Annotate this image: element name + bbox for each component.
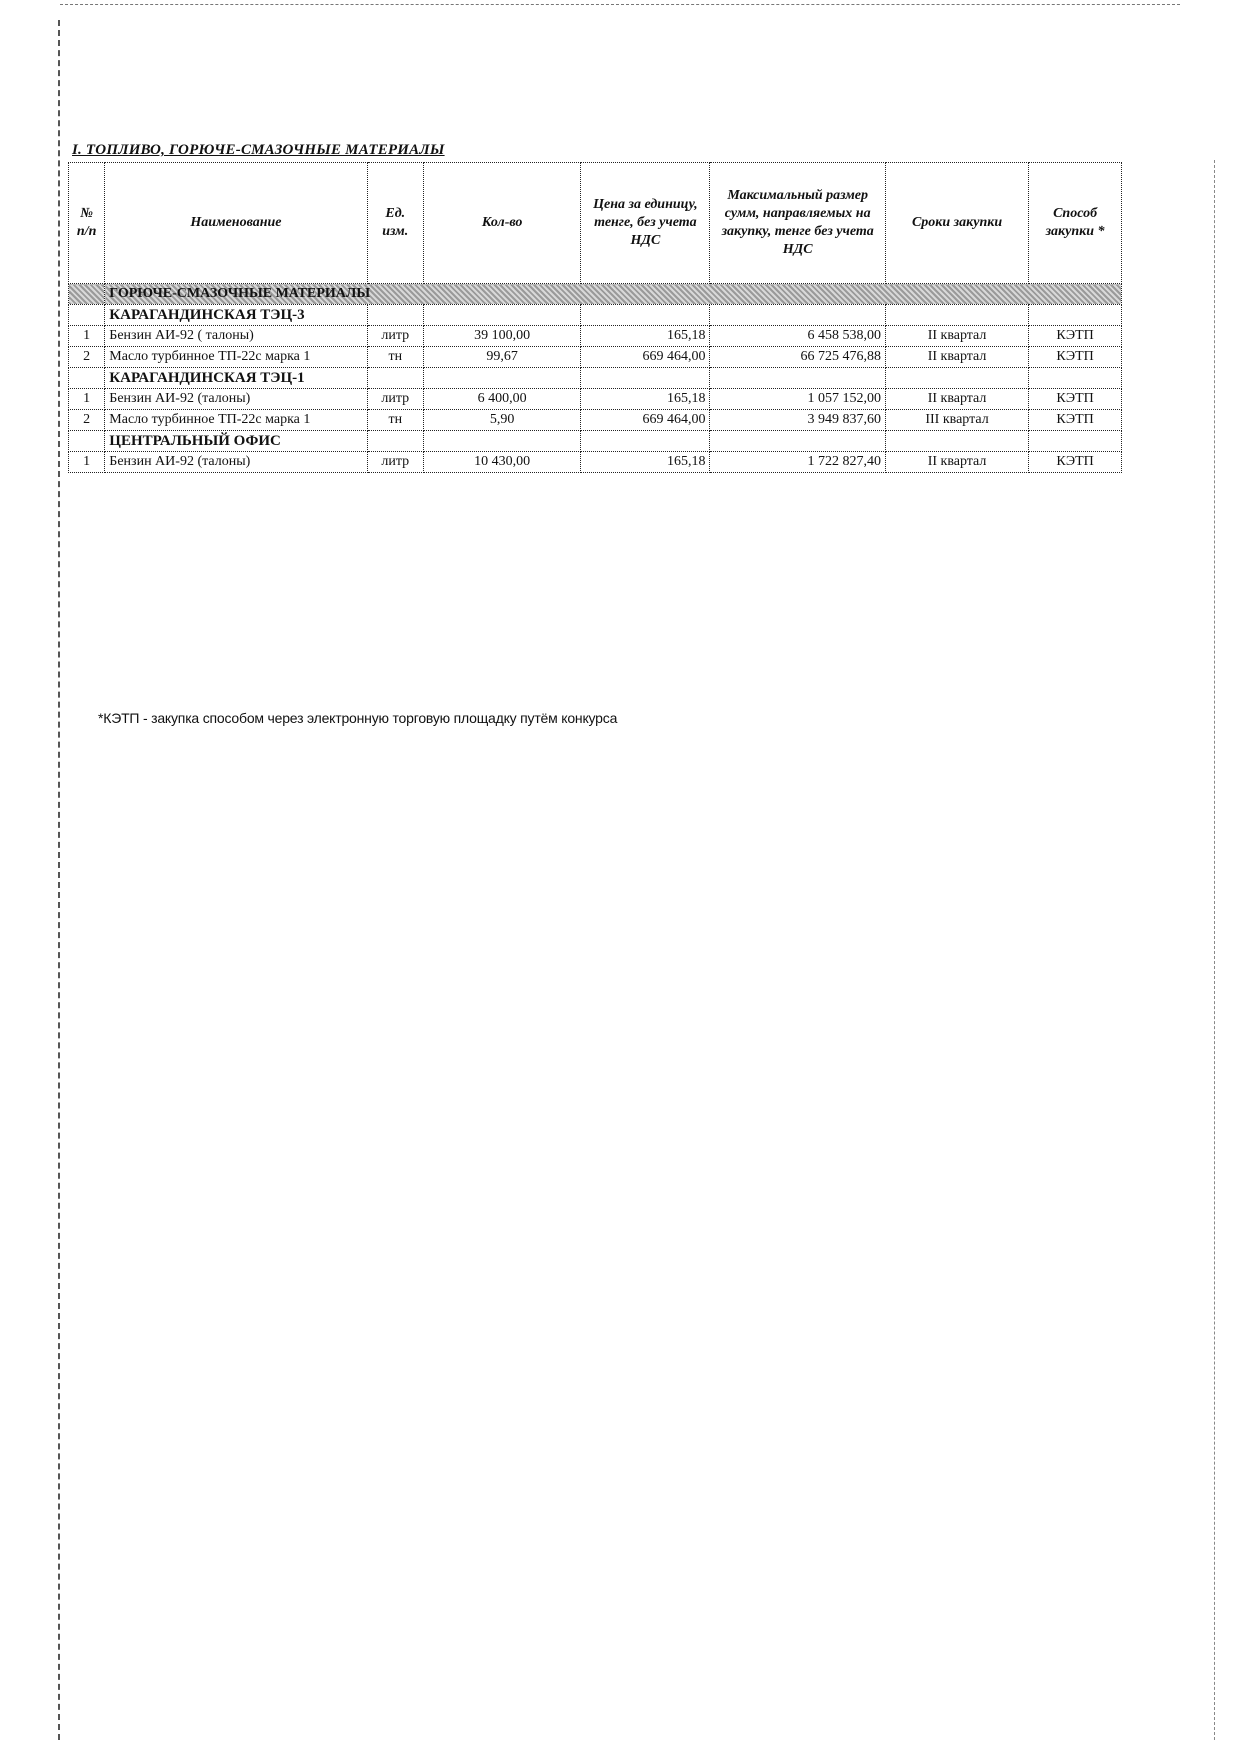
row-name: Масло турбинное ТП-22с марка 1 [105, 347, 367, 368]
table-row [69, 326, 1122, 347]
row-price: 165,18 [581, 452, 710, 473]
col-header-max-sum: Максимальный размер сумм, направляемых на закупку, тенге без учета НДС [710, 163, 886, 284]
category-title: ГОРЮЧЕ-СМАЗОЧНЫЕ МАТЕРИАЛЫ [105, 284, 1122, 305]
row-unit: тн [367, 347, 423, 368]
row-price: 669 464,00 [581, 410, 710, 431]
row-qty: 99,67 [424, 347, 581, 368]
row-number: 1 [69, 326, 105, 347]
row-price: 165,18 [581, 389, 710, 410]
row-period: II квартал [885, 452, 1028, 473]
col-header-period: Сроки закупки [885, 163, 1028, 284]
row-sum: 1 722 827,40 [710, 452, 886, 473]
row-sum: 3 949 837,60 [710, 410, 886, 431]
col-header-num: № п/п [69, 163, 105, 284]
group-header [69, 305, 1122, 326]
row-qty: 10 430,00 [424, 452, 581, 473]
row-period: II квартал [885, 389, 1028, 410]
col-header-method: Способ закупки * [1029, 163, 1122, 284]
row-sum: 6 458 538,00 [710, 326, 886, 347]
row-price: 165,18 [581, 326, 710, 347]
row-unit: литр [367, 452, 423, 473]
row-method: КЭТП [1029, 347, 1122, 368]
table-row [69, 410, 1122, 431]
row-method: КЭТП [1029, 452, 1122, 473]
group-title: КАРАГАНДИНСКАЯ ТЭЦ-3 [105, 305, 367, 326]
row-method: КЭТП [1029, 389, 1122, 410]
footnote: *КЭТП - закупка способом через электронную торговую площадку путём конкурса [98, 710, 618, 726]
table-row [69, 452, 1122, 473]
group-title: ЦЕНТРАЛЬНЫЙ ОФИС [105, 431, 367, 452]
col-header-price: Цена за единицу, тенге, без учета НДС [581, 163, 710, 284]
procurement-table [68, 162, 1122, 473]
row-number: 2 [69, 347, 105, 368]
row-unit: тн [367, 410, 423, 431]
row-period: II квартал [885, 347, 1028, 368]
row-number: 2 [69, 410, 105, 431]
col-header-name: Наименование [105, 163, 367, 284]
col-header-qty: Кол-во [424, 163, 581, 284]
group-title: КАРАГАНДИНСКАЯ ТЭЦ-1 [105, 368, 367, 389]
row-method: КЭТП [1029, 326, 1122, 347]
row-period: III квартал [885, 410, 1028, 431]
group-header [69, 431, 1122, 452]
row-sum: 1 057 152,00 [710, 389, 886, 410]
table-row [69, 347, 1122, 368]
section-title: I. ТОПЛИВО, ГОРЮЧЕ-СМАЗОЧНЫЕ МАТЕРИАЛЫ [72, 142, 445, 158]
row-name: Бензин АИ-92 (талоны) [105, 452, 367, 473]
group-header [69, 368, 1122, 389]
row-unit: литр [367, 389, 423, 410]
row-qty: 5,90 [424, 410, 581, 431]
table-row [69, 389, 1122, 410]
row-number: 1 [69, 452, 105, 473]
row-sum: 66 725 476,88 [710, 347, 886, 368]
row-period: II квартал [885, 326, 1028, 347]
col-header-unit: Ед. изм. [367, 163, 423, 284]
row-unit: литр [367, 326, 423, 347]
row-qty: 6 400,00 [424, 389, 581, 410]
scan-left-edge [58, 20, 60, 1740]
row-method: КЭТП [1029, 410, 1122, 431]
row-name: Масло турбинное ТП-22с марка 1 [105, 410, 367, 431]
row-price: 669 464,00 [581, 347, 710, 368]
row-name: Бензин АИ-92 (талоны) [105, 389, 367, 410]
category-band [69, 284, 1122, 305]
table-header-row [69, 163, 1122, 284]
scan-right-edge [1214, 160, 1215, 1740]
row-qty: 39 100,00 [424, 326, 581, 347]
scan-top-edge [60, 4, 1180, 5]
row-number: 1 [69, 389, 105, 410]
row-name: Бензин АИ-92 ( талоны) [105, 326, 367, 347]
